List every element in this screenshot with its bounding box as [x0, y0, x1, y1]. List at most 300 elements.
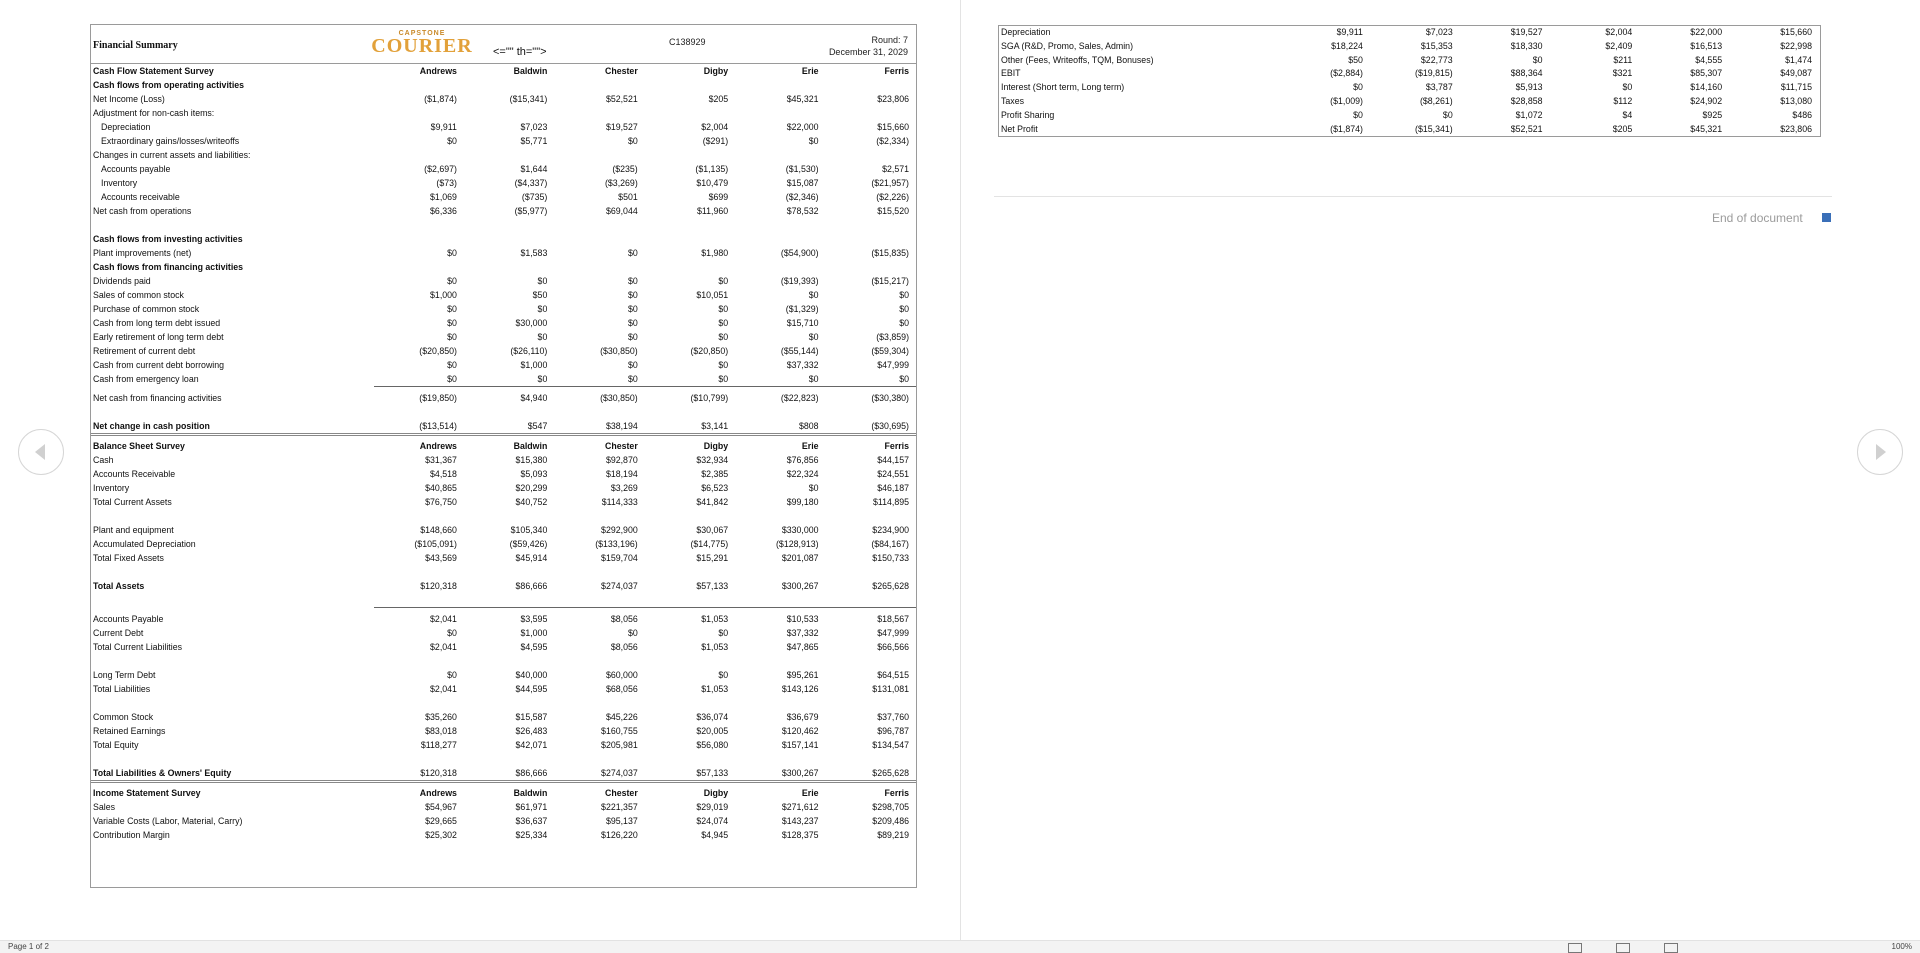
- cell-value: $0: [899, 304, 909, 314]
- cell-value: ($22,823): [780, 393, 819, 403]
- spacer-row: [91, 509, 916, 523]
- cell-value: $56,080: [696, 740, 729, 750]
- cell-value: $205: [708, 94, 729, 104]
- empty-cell: [464, 232, 554, 246]
- cell-value: $0: [627, 332, 638, 342]
- cell-value: $60,000: [605, 670, 638, 680]
- report-code: C138929: [669, 37, 706, 47]
- spacer-row: [91, 696, 916, 710]
- cell-value: ($105,091): [414, 539, 457, 549]
- zoom-level[interactable]: 100%: [1891, 942, 1912, 951]
- cell-value: $83,018: [425, 726, 457, 736]
- round-label: Round: 7: [871, 35, 908, 45]
- column-header: Andrews: [419, 441, 457, 451]
- cell-value: $88,364: [1510, 68, 1543, 79]
- cell-value: $92,870: [605, 455, 638, 465]
- table-row: [999, 109, 1821, 123]
- cell-value: ($5,977): [514, 206, 548, 216]
- cell-value: $22,998: [1780, 40, 1812, 51]
- cell-value: $15,660: [1780, 27, 1812, 37]
- row-label: Current Debt: [93, 628, 144, 638]
- cell-value: $0: [718, 332, 729, 342]
- empty-cell: [554, 232, 644, 246]
- cell-value: $95,261: [786, 670, 819, 680]
- cell-value: $2,004: [701, 122, 729, 132]
- cell-value: $0: [447, 360, 457, 370]
- end-of-document-label: End of document: [1712, 211, 1803, 225]
- cell-value: $29,665: [425, 816, 457, 826]
- cell-value: $47,999: [877, 360, 909, 370]
- cell-value: $2,041: [430, 614, 457, 624]
- row-label: Cash from current debt borrowing: [93, 360, 225, 370]
- empty-cell: [645, 405, 735, 419]
- cell-value: $40,752: [515, 497, 548, 507]
- cell-value: $52,521: [1510, 123, 1543, 134]
- empty-cell: [464, 509, 554, 523]
- column-header: Ferris: [884, 441, 909, 451]
- cell-value: $15,710: [786, 318, 819, 328]
- cell-value: $50: [532, 290, 548, 300]
- page-end-divider: [994, 196, 1832, 197]
- spacer-row: [91, 654, 916, 668]
- cell-value: $16,513: [1690, 40, 1723, 51]
- cell-value: $64,515: [877, 670, 909, 680]
- row-label: Accounts Payable: [93, 614, 164, 624]
- empty-cell: [374, 696, 464, 710]
- cell-value: $86,666: [515, 581, 548, 591]
- row-label: Total Equity: [93, 740, 139, 750]
- spacer-row: [91, 218, 916, 232]
- row-label: Total Fixed Assets: [93, 553, 164, 563]
- section-heading: Changes in current assets and liabilities:: [93, 150, 251, 160]
- cell-value: $15,380: [515, 455, 548, 465]
- column-header: Erie: [801, 441, 819, 451]
- cell-value: $205: [1612, 123, 1633, 134]
- table-row: [999, 26, 1821, 40]
- page-1: [0, 0, 961, 940]
- cell-value: ($3,269): [604, 178, 638, 188]
- cell-value: ($21,957): [871, 178, 909, 188]
- row-label: Interest (Short term, Long term): [1001, 82, 1125, 93]
- cell-value: $1,474: [1785, 54, 1812, 65]
- cell-value: $808: [798, 421, 819, 431]
- empty-cell: [645, 654, 735, 668]
- cell-value: $41,842: [696, 497, 729, 507]
- cell-value: $46,187: [877, 483, 909, 493]
- empty-cell: [374, 148, 464, 162]
- empty-cell: [374, 232, 464, 246]
- cell-value: $57,133: [696, 581, 729, 591]
- cell-value: $159,704: [601, 553, 638, 563]
- empty-cell: [735, 593, 825, 608]
- cell-value: $1,583: [520, 248, 548, 258]
- empty-cell: [464, 405, 554, 419]
- cell-value: $0: [1353, 109, 1363, 120]
- cell-value: $20,299: [515, 483, 548, 493]
- next-page-button[interactable]: [1857, 429, 1903, 475]
- cell-value: $0: [899, 290, 909, 300]
- section-heading: Income Statement Survey: [93, 788, 201, 798]
- row-label: Sales of common stock: [93, 290, 184, 300]
- cell-value: $9,911: [430, 122, 457, 132]
- cell-value: $271,612: [781, 802, 819, 812]
- section-heading: Cash flows from financing activities: [93, 262, 244, 272]
- cell-value: $0: [808, 483, 819, 493]
- cell-value: $18,330: [1510, 40, 1543, 51]
- cell-value: $211: [1613, 54, 1633, 65]
- cell-value: $265,628: [872, 768, 909, 778]
- cell-value: $4,518: [430, 469, 457, 479]
- table-row: [91, 467, 916, 481]
- column-header: Digby: [703, 441, 729, 451]
- cell-value: $44,157: [877, 455, 909, 465]
- empty-cell: [645, 78, 735, 92]
- cell-value: $120,318: [420, 768, 457, 778]
- cell-value: ($2,697): [424, 164, 457, 174]
- cell-value: $0: [1442, 109, 1453, 120]
- cell-value: $9,911: [1336, 27, 1363, 37]
- cell-value: $15,087: [786, 178, 819, 188]
- cell-value: $10,051: [696, 290, 729, 300]
- table-row: [91, 391, 916, 405]
- cell-value: $1,069: [430, 192, 457, 202]
- cell-value: $89,219: [877, 830, 909, 840]
- cell-value: ($128,913): [776, 539, 819, 549]
- cell-value: $18,194: [605, 469, 638, 479]
- cell-value: $0: [718, 670, 729, 680]
- row-label: Cash: [93, 455, 114, 465]
- row-label: Net Income (Loss): [93, 94, 165, 104]
- empty-cell: [826, 509, 916, 523]
- table-row: [91, 316, 916, 330]
- row-label: Sales: [93, 802, 116, 812]
- empty-cell: [826, 260, 916, 274]
- cell-value: $321: [1612, 68, 1633, 79]
- cell-value: $0: [627, 628, 638, 638]
- empty-cell: [374, 654, 464, 668]
- cell-value: $0: [447, 332, 457, 342]
- row-label: Common Stock: [93, 712, 154, 722]
- cell-value: $15,520: [877, 206, 909, 216]
- cell-value: $47,865: [786, 642, 819, 652]
- cell-value: $40,865: [425, 483, 457, 493]
- cell-value: $114,333: [601, 497, 638, 507]
- cell-value: $205,981: [601, 740, 638, 750]
- cell-value: $36,074: [696, 712, 729, 722]
- cell-value: $86,666: [515, 768, 548, 778]
- cell-value: ($84,167): [871, 539, 909, 549]
- row-label: Net Profit: [1001, 123, 1038, 134]
- empty-cell: [91, 654, 374, 668]
- cell-value: $300,267: [781, 581, 819, 591]
- empty-cell: [374, 752, 464, 766]
- cell-value: $160,755: [601, 726, 638, 736]
- empty-cell: [554, 260, 644, 274]
- cell-value: $300,267: [781, 768, 819, 778]
- table-row: [999, 54, 1821, 68]
- cell-value: $22,773: [1420, 54, 1453, 65]
- spacer-row: [91, 565, 916, 579]
- cell-value: $0: [627, 304, 638, 314]
- cell-value: $0: [447, 318, 457, 328]
- cell-value: ($735): [521, 192, 548, 202]
- table-row: [91, 358, 916, 372]
- cell-value: $2,409: [1605, 40, 1633, 51]
- cell-value: $2,004: [1605, 27, 1633, 37]
- cell-value: $3,141: [701, 421, 729, 431]
- financial-table: [91, 64, 916, 842]
- cell-value: $1,000: [430, 290, 457, 300]
- cell-value: $0: [447, 374, 457, 384]
- cell-value: $6,336: [430, 206, 457, 216]
- row-label: Other (Fees, Writeoffs, TQM, Bonuses): [1001, 54, 1154, 65]
- cell-value: ($10,799): [690, 393, 729, 403]
- empty-cell: [826, 565, 916, 579]
- cell-value: ($1,329): [785, 304, 819, 314]
- empty-cell: [464, 218, 554, 232]
- cell-value: $128,375: [781, 830, 819, 840]
- cell-value: $37,332: [786, 628, 819, 638]
- cell-value: ($235): [612, 164, 638, 174]
- row-label: Purchase of common stock: [93, 304, 200, 314]
- cell-value: $1,980: [701, 248, 729, 258]
- cell-value: $28,858: [1510, 95, 1543, 106]
- table-row: [91, 453, 916, 467]
- empty-cell: [554, 405, 644, 419]
- cell-value: $0: [447, 304, 457, 314]
- cell-value: ($30,380): [871, 393, 909, 403]
- row-label: Retained Earnings: [93, 726, 166, 736]
- row-label: Net cash from financing activities: [93, 393, 222, 403]
- cell-value: $20,005: [696, 726, 729, 736]
- cell-value: $24,902: [1690, 95, 1723, 106]
- cell-value: $0: [537, 332, 548, 342]
- logo-capstone-text: CAPSTONE: [398, 30, 446, 37]
- cell-value: $4: [1622, 109, 1633, 120]
- section-heading-row: [91, 78, 916, 92]
- cell-value: $52,521: [605, 94, 638, 104]
- cell-value: $0: [718, 276, 729, 286]
- empty-cell: [464, 260, 554, 274]
- empty-cell: [645, 232, 735, 246]
- cell-value: $0: [899, 374, 909, 384]
- cell-value: $0: [447, 276, 457, 286]
- cell-value: $36,637: [515, 816, 548, 826]
- row-label: Plant improvements (net): [93, 248, 192, 258]
- cell-value: ($19,815): [1415, 68, 1453, 79]
- cell-value: $49,087: [1780, 68, 1812, 79]
- row-label: Cash from long term debt issued: [93, 318, 221, 328]
- cell-value: $0: [627, 276, 638, 286]
- cell-value: $0: [1622, 82, 1633, 93]
- cell-value: ($2,884): [1330, 68, 1363, 79]
- cell-value: $30,067: [696, 525, 729, 535]
- cell-value: $54,967: [425, 802, 457, 812]
- table-row: [91, 372, 916, 387]
- row-label: Dividends paid: [93, 276, 151, 286]
- cell-value: ($2,346): [785, 192, 819, 202]
- empty-cell: [826, 78, 916, 92]
- table-row: [999, 40, 1821, 54]
- row-label: SGA (R&D, Promo, Sales, Admin): [1001, 40, 1133, 51]
- empty-cell: [374, 593, 464, 608]
- column-header: Andrews: [419, 788, 457, 798]
- empty-cell: [735, 148, 825, 162]
- table-row: [91, 814, 916, 828]
- table-row: [91, 246, 916, 260]
- column-header: Erie: [801, 788, 819, 798]
- empty-cell: [464, 78, 554, 92]
- cell-value: $1,072: [1515, 109, 1543, 120]
- cell-value: $274,037: [601, 768, 638, 778]
- empty-cell: [735, 405, 825, 419]
- section-heading: Balance Sheet Survey: [93, 441, 185, 451]
- cell-value: ($19,850): [419, 393, 457, 403]
- table-row: [91, 579, 916, 593]
- empty-cell: [826, 218, 916, 232]
- cell-value: $1,053: [701, 684, 729, 694]
- column-header-row: [91, 64, 916, 78]
- table-row: [999, 95, 1821, 109]
- cell-value: $23,806: [877, 94, 909, 104]
- spacer-row: [91, 593, 916, 608]
- table-row: [91, 640, 916, 654]
- table-row: [91, 288, 916, 302]
- row-label: Cash from emergency loan: [93, 374, 199, 385]
- cell-value: ($1,874): [1330, 123, 1363, 134]
- cell-value: $66,566: [877, 642, 909, 652]
- spacer-row: [91, 752, 916, 766]
- empty-cell: [645, 218, 735, 232]
- cell-value: $99,180: [786, 497, 819, 507]
- cell-value: $0: [627, 374, 638, 384]
- cell-value: ($54,900): [780, 248, 819, 258]
- cell-value: $61,971: [515, 802, 548, 812]
- cell-value: $699: [708, 192, 729, 202]
- table-row: [91, 495, 916, 509]
- row-label: Total Liabilities: [93, 684, 151, 694]
- table-row: [91, 537, 916, 551]
- cell-value: $201,087: [781, 553, 819, 563]
- empty-cell: [735, 565, 825, 579]
- cell-value: $29,019: [696, 802, 729, 812]
- empty-cell: [645, 593, 735, 608]
- cell-value: $45,914: [515, 553, 548, 563]
- table-row: [91, 134, 916, 148]
- empty-cell: [554, 148, 644, 162]
- cell-value: $0: [808, 374, 819, 384]
- empty-cell: [645, 509, 735, 523]
- cell-value: $0: [627, 248, 638, 258]
- cell-value: $76,856: [786, 455, 819, 465]
- cell-value: $11,960: [697, 206, 729, 216]
- logo-courier-text: COURIER: [371, 35, 473, 57]
- cell-value: ($14,775): [690, 539, 729, 549]
- row-label: Total Current Liabilities: [93, 642, 182, 652]
- cell-value: ($59,304): [871, 346, 909, 356]
- cell-value: $45,321: [1690, 123, 1723, 134]
- section-heading-row: [91, 232, 916, 246]
- cell-value: ($15,217): [871, 276, 909, 286]
- courier-logo: [370, 30, 474, 55]
- empty-cell: [554, 565, 644, 579]
- cell-value: $131,081: [872, 684, 909, 694]
- end-of-document-marker: [1822, 213, 1831, 222]
- report-header: [91, 25, 916, 64]
- cell-value: $0: [718, 304, 729, 314]
- cell-value: $925: [1702, 109, 1723, 120]
- cell-value: ($73): [436, 178, 457, 188]
- cell-value: $24,551: [877, 469, 909, 479]
- row-label: Accounts payable: [101, 164, 171, 174]
- empty-cell: [645, 565, 735, 579]
- empty-cell: [91, 218, 374, 232]
- cell-value: $43,569: [425, 553, 457, 563]
- empty-cell: [735, 232, 825, 246]
- cell-value: $2,385: [701, 469, 729, 479]
- section-heading: Adjustment for non-cash items:: [93, 108, 215, 118]
- cell-value: $25,334: [515, 830, 548, 840]
- cell-value: $22,000: [1690, 27, 1723, 37]
- cell-value: ($59,426): [509, 539, 548, 549]
- cell-value: ($8,261): [1419, 95, 1453, 106]
- cell-value: ($30,695): [871, 421, 909, 431]
- empty-cell: [91, 509, 374, 523]
- cell-value: $3,595: [520, 614, 548, 624]
- row-label: Accounts Receivable: [93, 469, 176, 479]
- previous-page-button[interactable]: [18, 429, 64, 475]
- cell-value: $76,750: [425, 497, 457, 507]
- empty-cell: [826, 696, 916, 710]
- cell-value: ($20,850): [419, 346, 457, 356]
- table-row: [91, 523, 916, 537]
- report-title: Financial Summary: [93, 40, 178, 51]
- empty-cell: [735, 654, 825, 668]
- empty-cell: [91, 696, 374, 710]
- cell-value: $209,486: [872, 816, 909, 826]
- table-row: [91, 330, 916, 344]
- table-row: [999, 67, 1821, 81]
- empty-cell: [554, 696, 644, 710]
- cell-value: $547: [527, 421, 548, 431]
- cell-value: ($15,341): [1415, 123, 1453, 134]
- cell-value: $35,260: [425, 712, 457, 722]
- row-label: Total Liabilities & Owners' Equity: [93, 768, 232, 778]
- cell-value: $8,056: [610, 614, 638, 624]
- empty-cell: [374, 565, 464, 579]
- cell-value: ($15,835): [871, 248, 909, 258]
- cell-value: $14,160: [1690, 82, 1723, 93]
- cell-value: $2,041: [430, 642, 457, 652]
- table-row: [91, 419, 916, 435]
- table-row: [91, 302, 916, 316]
- cell-value: $24,074: [696, 816, 729, 826]
- cell-value: $22,324: [786, 469, 819, 479]
- row-label: Depreciation: [101, 122, 151, 132]
- income-statement-continued: [998, 25, 1821, 137]
- cell-value: $0: [627, 290, 638, 300]
- empty-cell: [91, 405, 374, 419]
- empty-cell: [826, 752, 916, 766]
- empty-cell: [91, 593, 374, 608]
- cell-value: ($1,874): [424, 94, 457, 104]
- table-row: [91, 828, 916, 842]
- cell-value: $0: [537, 276, 548, 286]
- row-label: Plant and equipment: [93, 525, 174, 535]
- empty-cell: [464, 752, 554, 766]
- table-row: [91, 190, 916, 204]
- cell-value: $96,787: [877, 726, 909, 736]
